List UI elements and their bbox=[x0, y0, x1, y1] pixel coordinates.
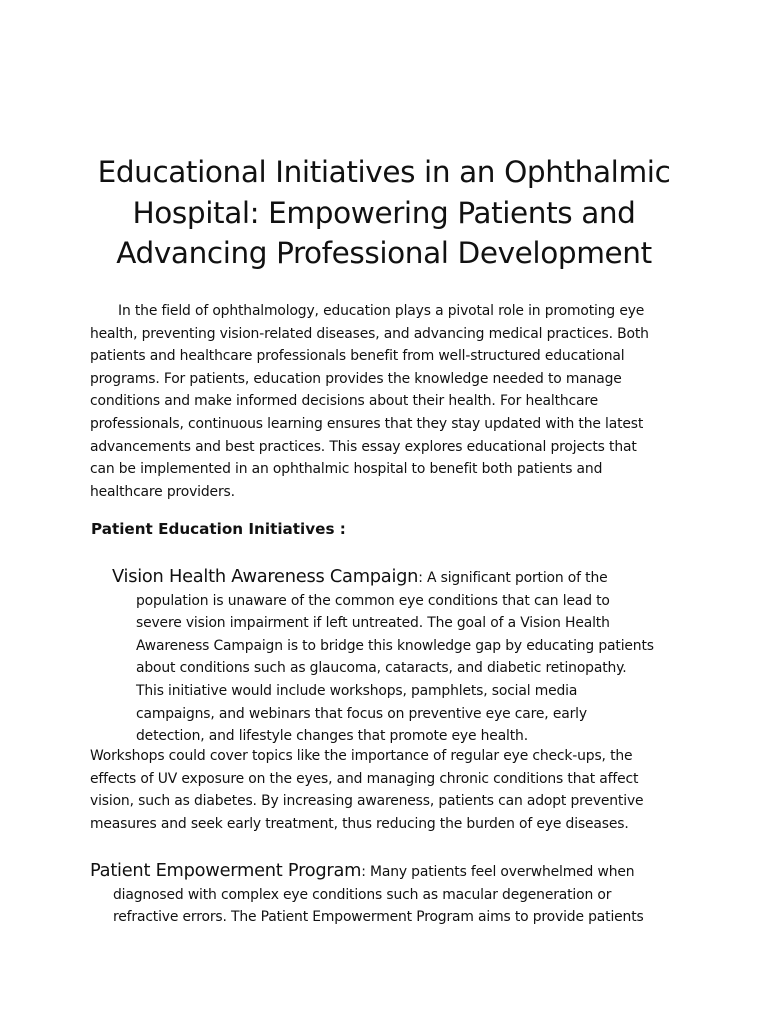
paragraph-line: In the field of ophthalmology, education plays a pivotal role in promoting eye bbox=[118, 303, 645, 319]
paragraph-line: vision, such as diabetes. By increasing awareness, patients can adopt preventive bbox=[90, 793, 644, 810]
list-item-patient-empowerment bbox=[90, 860, 710, 929]
paragraph-line: can be implemented in an ophthalmic hospital to benefit both patients and bbox=[90, 461, 603, 478]
item-line: severe vision impairment if left untreated. The goal of a Vision Health bbox=[136, 615, 610, 632]
item-first-line-text: : A significant portion of the bbox=[418, 570, 608, 586]
item-line: diagnosed with complex eye conditions such as macular degeneration or bbox=[113, 886, 612, 903]
item-first-line-text: : Many patients feel overwhelmed when bbox=[361, 864, 635, 880]
item-line: This initiative would include workshops, pamphlets, social media bbox=[136, 682, 578, 699]
title-line: Advancing Professional Development bbox=[116, 236, 652, 270]
item-line: population is unaware of the common eye conditions that can lead to bbox=[136, 592, 610, 609]
item-first-line bbox=[90, 860, 710, 884]
paragraph-line: patients and healthcare professionals benefit from well-structured educational bbox=[90, 348, 625, 365]
item-line: about conditions such as glaucoma, cataracts, and diabetic retinopathy. bbox=[136, 660, 627, 677]
title-line: Educational Initiatives in an Ophthalmic bbox=[97, 155, 671, 189]
paragraph-line: health, preventing vision-related diseases, and advancing medical practices. Both bbox=[90, 325, 649, 342]
item-line: refractive errors. The Patient Empowerment Program aims to provide patients bbox=[113, 909, 644, 926]
item-line: detection, and lifestyle changes that promote eye health. bbox=[136, 728, 528, 745]
title-line: Hospital: Empowering Patients and bbox=[132, 195, 636, 230]
item-title: Patient Empowerment Program bbox=[90, 860, 362, 881]
paragraph-line: programs. For patients, education provides the knowledge needed to manage bbox=[90, 370, 622, 387]
paragraph-line: professionals, continuous learning ensures that they stay updated with the latest bbox=[90, 415, 644, 432]
list-item-vision-health-campaign bbox=[112, 566, 712, 748]
item-line: campaigns, and webinars that focus on preventive eye care, early bbox=[136, 705, 587, 722]
paragraph-line: Workshops could cover topics like the importance of regular eye check-ups, the bbox=[90, 748, 633, 764]
item-first-line bbox=[112, 566, 712, 590]
intro-paragraph bbox=[90, 300, 690, 503]
paragraph-line: advancements and best practices. This essay explores educational projects that bbox=[90, 438, 637, 455]
paragraph-line: measures and seek early treatment, thus reducing the burden of eye diseases. bbox=[90, 815, 629, 832]
workshops-paragraph bbox=[90, 745, 710, 835]
item-line: Awareness Campaign is to bridge this knowledge gap by educating patients bbox=[136, 637, 654, 654]
paragraph-line: conditions and make informed decisions about their health. For healthcare bbox=[90, 393, 599, 410]
item-title: Vision Health Awareness Campaign bbox=[112, 566, 419, 587]
paragraph-line: effects of UV exposure on the eyes, and managing chronic conditions that affect bbox=[90, 770, 639, 787]
section-heading: Patient Education Initiatives : bbox=[91, 520, 346, 538]
paragraph-line: healthcare providers. bbox=[90, 483, 235, 500]
document-title bbox=[60, 152, 708, 274]
